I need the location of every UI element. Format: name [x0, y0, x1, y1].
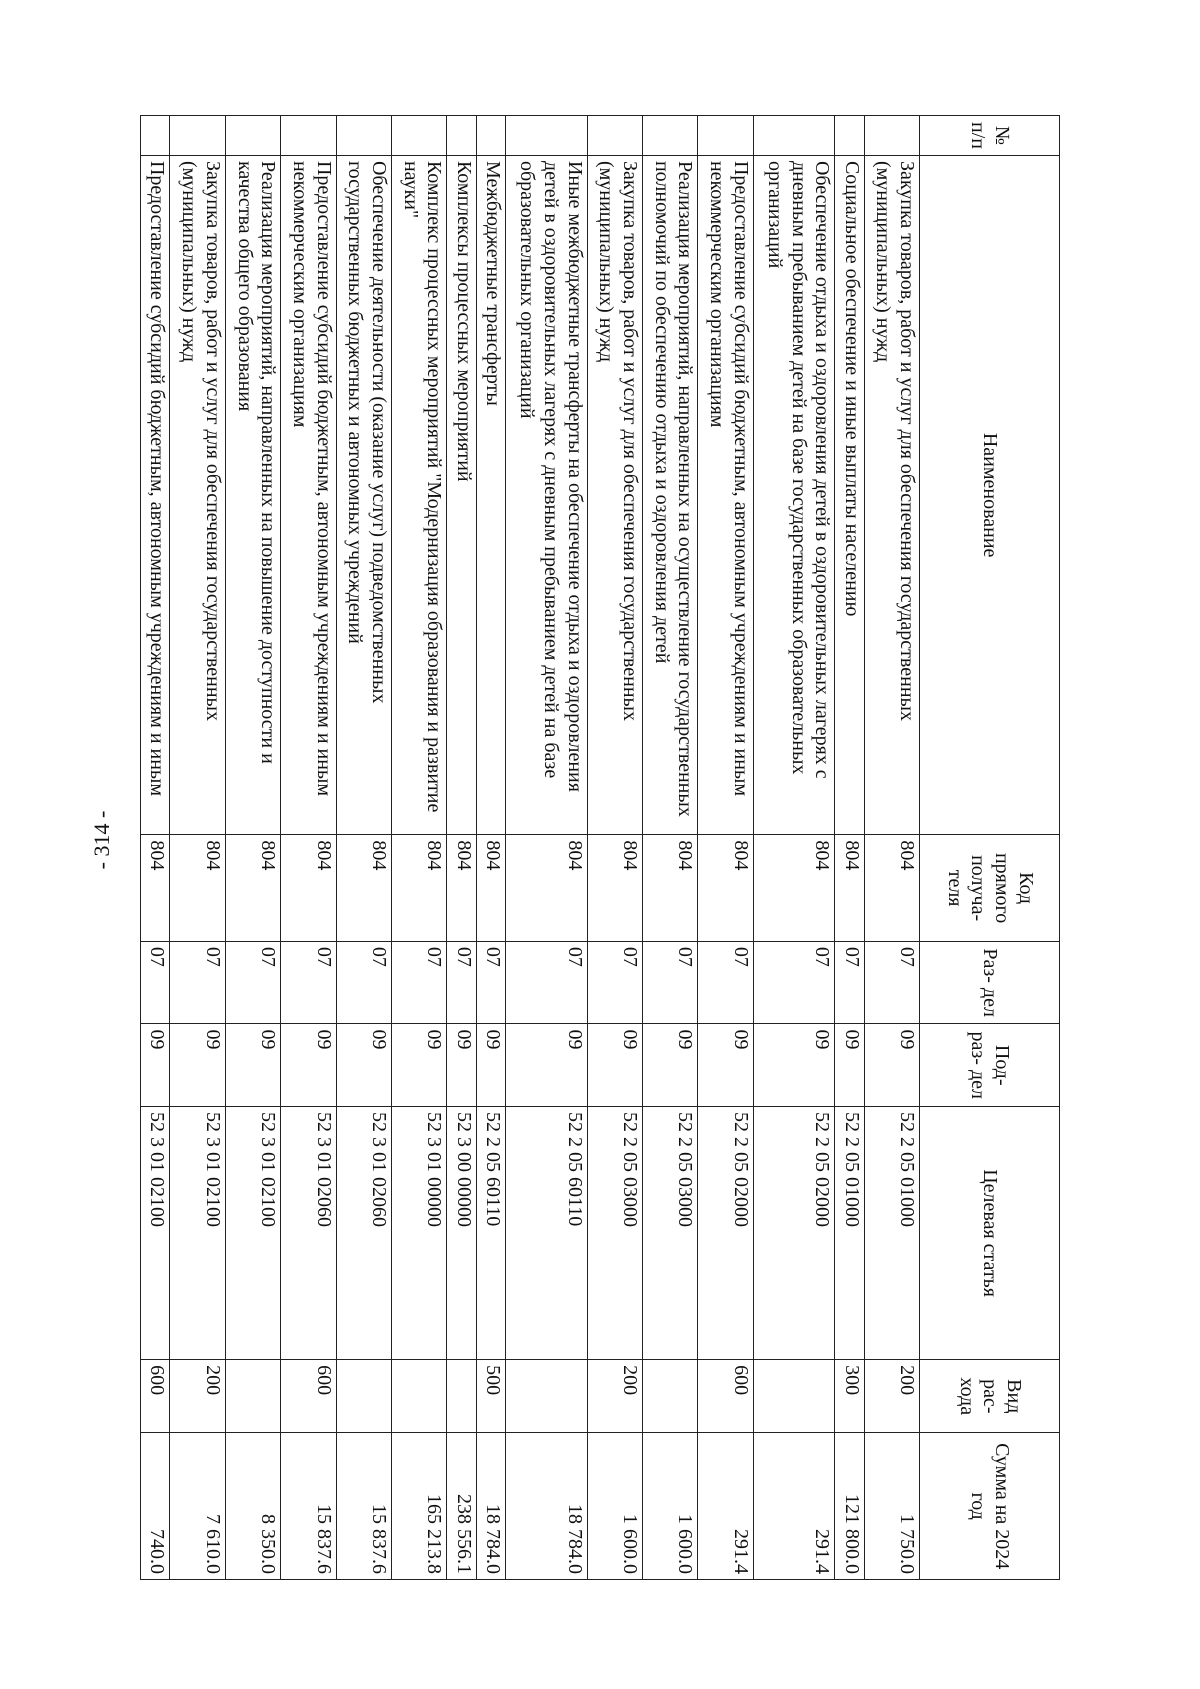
cell-kind — [753, 1360, 834, 1433]
cell-target: 52 3 01 00000 — [392, 1107, 447, 1360]
cell-subsection: 09 — [392, 1024, 447, 1107]
cell-name: Реализация мероприятий, направленных на осуществление государственных полномочий по обеспечению отдыха и оздоровления детей — [642, 155, 697, 834]
cell-name: Предоставление субсидий бюджетным, автономным учреждениям и иным некоммерческим организациям — [281, 155, 336, 834]
cell-name: Иные межбюджетные трансферты на обеспечение отдыха и оздоровления детей в оздоровительных лагерях с дневным пребыванием детей на базе образовательных организаций — [506, 155, 587, 834]
cell-target: 52 2 05 02000 — [753, 1107, 834, 1360]
cell-code: 804 — [141, 835, 170, 942]
cell-section: 07 — [447, 941, 476, 1024]
cell-code: 804 — [864, 835, 919, 942]
cell-subsection: 09 — [281, 1024, 336, 1107]
cell-sum: 1 600.0 — [587, 1433, 642, 1580]
budget-table — [140, 115, 1060, 1580]
cell-num — [336, 116, 391, 156]
cell-code: 804 — [642, 835, 697, 942]
cell-code: 804 — [587, 835, 642, 942]
cell-kind — [506, 1360, 587, 1433]
cell-sum: 7 610.0 — [170, 1433, 225, 1580]
cell-code: 804 — [336, 835, 391, 942]
page-number: - 314 - — [89, 810, 114, 870]
cell-target: 52 2 05 03000 — [587, 1107, 642, 1360]
table-row — [506, 116, 587, 1580]
cell-kind: 200 — [170, 1360, 225, 1433]
cell-kind: 500 — [476, 1360, 505, 1433]
cell-sum: 740.0 — [141, 1433, 170, 1580]
cell-target: 52 2 05 02000 — [698, 1107, 753, 1360]
cell-sum: 18 784.0 — [476, 1433, 505, 1580]
table-row — [170, 116, 225, 1580]
cell-target: 52 3 01 02060 — [336, 1107, 391, 1360]
cell-subsection: 09 — [835, 1024, 864, 1107]
cell-code: 804 — [392, 835, 447, 942]
cell-subsection: 09 — [476, 1024, 505, 1107]
cell-kind: 200 — [587, 1360, 642, 1433]
cell-target: 52 2 05 60110 — [506, 1107, 587, 1360]
cell-section: 07 — [753, 941, 834, 1024]
cell-sum: 15 837.6 — [281, 1433, 336, 1580]
cell-section: 07 — [476, 941, 505, 1024]
cell-code: 804 — [225, 835, 280, 942]
cell-subsection: 09 — [587, 1024, 642, 1107]
table-row — [835, 116, 864, 1580]
cell-num — [281, 116, 336, 156]
table-row — [392, 116, 447, 1580]
cell-sum: 291.4 — [698, 1433, 753, 1580]
cell-num — [753, 116, 834, 156]
cell-kind: 300 — [835, 1360, 864, 1433]
cell-name: Закупка товаров, работ и услуг для обеспечения государственных (муниципальных) нужд — [170, 155, 225, 834]
cell-section: 07 — [225, 941, 280, 1024]
cell-target: 52 2 05 01000 — [864, 1107, 919, 1360]
cell-code: 804 — [506, 835, 587, 942]
cell-target: 52 3 00 00000 — [447, 1107, 476, 1360]
cell-kind: 200 — [864, 1360, 919, 1433]
cell-kind — [447, 1360, 476, 1433]
table-row — [281, 116, 336, 1580]
header-kind: Вид рас- хода — [920, 1360, 1060, 1433]
cell-target: 52 2 05 60110 — [476, 1107, 505, 1360]
cell-name: Межбюджетные трансферты — [476, 155, 505, 834]
table-row — [225, 116, 280, 1580]
header-target: Целевая статья — [920, 1107, 1060, 1360]
cell-num — [835, 116, 864, 156]
cell-sum: 1 600.0 — [642, 1433, 697, 1580]
table-row — [476, 116, 505, 1580]
cell-subsection: 09 — [336, 1024, 391, 1107]
cell-code: 804 — [753, 835, 834, 942]
cell-subsection: 09 — [141, 1024, 170, 1107]
cell-section: 07 — [587, 941, 642, 1024]
header-name: Наименование — [920, 155, 1060, 834]
cell-sum: 238 556.1 — [447, 1433, 476, 1580]
cell-section: 07 — [698, 941, 753, 1024]
cell-code: 804 — [281, 835, 336, 942]
table-body — [141, 116, 920, 1580]
cell-name: Предоставление субсидий бюджетным, автономным учреждениям и иным — [141, 155, 170, 834]
cell-section: 07 — [281, 941, 336, 1024]
cell-kind — [392, 1360, 447, 1433]
cell-subsection: 09 — [642, 1024, 697, 1107]
header-code: Код прямого получа- теля — [920, 835, 1060, 942]
table-row — [336, 116, 391, 1580]
cell-name: Обеспечение отдыха и оздоровления детей в оздоровительных лагерях с дневным пребыванием детей на базе государственных образовательных организаций — [753, 155, 834, 834]
cell-name: Обеспечение деятельности (оказание услуг) подведомственных государственных бюджетных и автономных учреждений — [336, 155, 391, 834]
cell-sum: 121 800.0 — [835, 1433, 864, 1580]
cell-code: 804 — [698, 835, 753, 942]
cell-num — [864, 116, 919, 156]
cell-target: 52 3 01 02100 — [170, 1107, 225, 1360]
cell-sum: 165 213.8 — [392, 1433, 447, 1580]
table-row — [698, 116, 753, 1580]
cell-target: 52 3 01 02100 — [141, 1107, 170, 1360]
cell-kind: 600 — [698, 1360, 753, 1433]
cell-section: 07 — [506, 941, 587, 1024]
cell-target: 52 3 01 02060 — [281, 1107, 336, 1360]
cell-num — [587, 116, 642, 156]
cell-sum: 291.4 — [753, 1433, 834, 1580]
header-sum: Сумма на 2024 год — [920, 1433, 1060, 1580]
cell-kind: 600 — [281, 1360, 336, 1433]
cell-target: 52 2 05 03000 — [642, 1107, 697, 1360]
cell-section: 07 — [864, 941, 919, 1024]
cell-num — [225, 116, 280, 156]
cell-section: 07 — [392, 941, 447, 1024]
table-row — [447, 116, 476, 1580]
table-row — [864, 116, 919, 1580]
cell-section: 07 — [835, 941, 864, 1024]
budget-table-container — [140, 115, 1060, 1580]
cell-sum: 8 350.0 — [225, 1433, 280, 1580]
table-row — [642, 116, 697, 1580]
cell-sum: 15 837.6 — [336, 1433, 391, 1580]
cell-target: 52 2 05 01000 — [835, 1107, 864, 1360]
cell-kind — [642, 1360, 697, 1433]
cell-num — [141, 116, 170, 156]
cell-num — [447, 116, 476, 156]
cell-kind — [225, 1360, 280, 1433]
cell-code: 804 — [170, 835, 225, 942]
cell-kind — [336, 1360, 391, 1433]
cell-name: Комплексы процессных мероприятий — [447, 155, 476, 834]
cell-subsection: 09 — [506, 1024, 587, 1107]
cell-name: Закупка товаров, работ и услуг для обеспечения государственных (муниципальных) нужд — [587, 155, 642, 834]
cell-code: 804 — [476, 835, 505, 942]
cell-subsection: 09 — [864, 1024, 919, 1107]
table-header-row — [920, 116, 1060, 1580]
cell-section: 07 — [141, 941, 170, 1024]
cell-kind: 600 — [141, 1360, 170, 1433]
header-num: № п/п — [920, 116, 1060, 156]
cell-code: 804 — [835, 835, 864, 942]
cell-num — [698, 116, 753, 156]
cell-section: 07 — [336, 941, 391, 1024]
header-subsection: Под- раз- дел — [920, 1024, 1060, 1107]
cell-subsection: 09 — [225, 1024, 280, 1107]
cell-name: Социальное обеспечение и иные выплаты населению — [835, 155, 864, 834]
table-row — [753, 116, 834, 1580]
cell-subsection: 09 — [170, 1024, 225, 1107]
cell-num — [392, 116, 447, 156]
cell-section: 07 — [642, 941, 697, 1024]
cell-section: 07 — [170, 941, 225, 1024]
cell-name: Предоставление субсидий бюджетным, автономным учреждениям и иным некоммерческим организациям — [698, 155, 753, 834]
cell-code: 804 — [447, 835, 476, 942]
cell-num — [170, 116, 225, 156]
cell-subsection: 09 — [698, 1024, 753, 1107]
cell-name: Реализация мероприятий, направленных на повышение доступности и качества общего образования — [225, 155, 280, 834]
table-row — [587, 116, 642, 1580]
table-row — [141, 116, 170, 1580]
cell-num — [506, 116, 587, 156]
cell-num — [642, 116, 697, 156]
cell-name: Закупка товаров, работ и услуг для обеспечения государственных (муниципальных) нужд — [864, 155, 919, 834]
cell-subsection: 09 — [753, 1024, 834, 1107]
cell-num — [476, 116, 505, 156]
cell-sum: 1 750.0 — [864, 1433, 919, 1580]
header-section: Раз- дел — [920, 941, 1060, 1024]
cell-subsection: 09 — [447, 1024, 476, 1107]
cell-sum: 18 784.0 — [506, 1433, 587, 1580]
cell-target: 52 3 01 02100 — [225, 1107, 280, 1360]
cell-name: Комплекс процессных мероприятий "Модернизация образования и развитие науки" — [392, 155, 447, 834]
